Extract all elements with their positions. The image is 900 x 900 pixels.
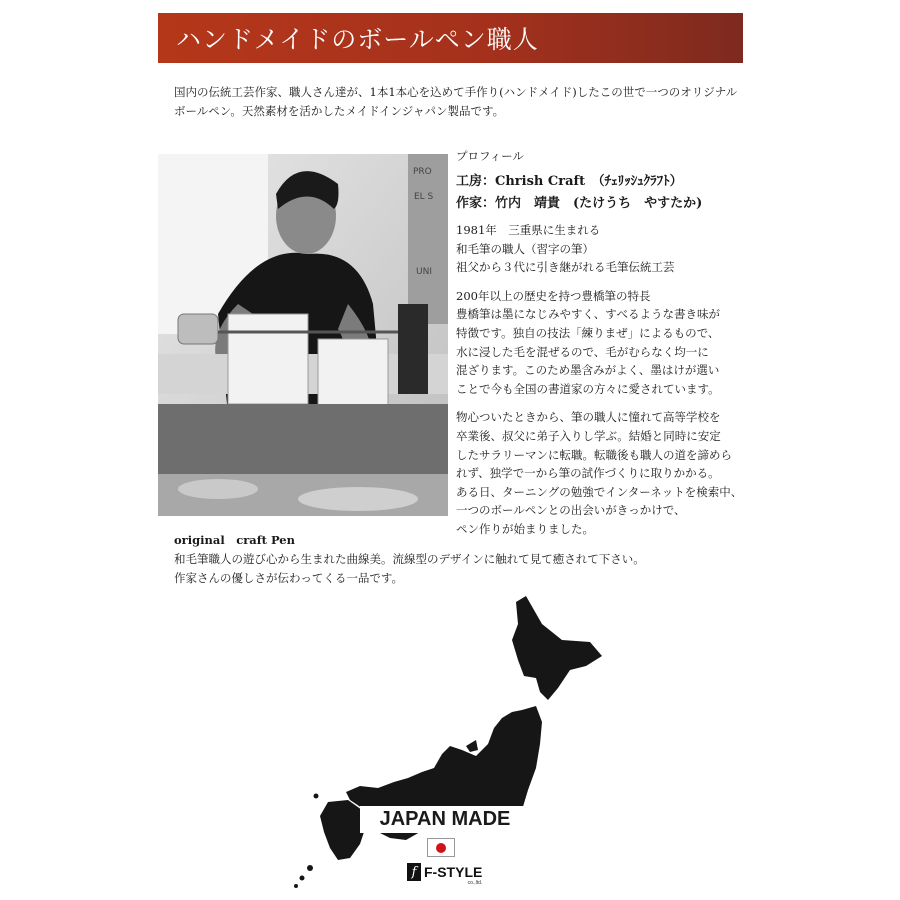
profile-line: 200年以上の歴史を持つ豊橋筆の特長: [456, 288, 651, 303]
craft-line-1: 和毛筆職人の遊び心から生まれた曲線美。流線型のデザインに触れて見て癒されて下さい。: [174, 552, 645, 566]
profile-line: 特徴です。独自の技法「練りまぜ」によるもので、: [456, 325, 720, 340]
profile-workshop: 工房：Chrish Craft （ﾁｪﾘｯｼｭｸﾗﾌﾄ）: [456, 174, 683, 189]
profile-artist: 作家：竹内 靖貴 (たけうち やすたか): [456, 196, 703, 211]
profile-block-story: [456, 408, 746, 538]
fstyle-logo-sub: co.,ltd.: [467, 880, 483, 886]
craft-pen-section: [174, 531, 744, 588]
japan-made-label: JAPAN MADE: [360, 806, 530, 833]
profile-line: 和毛筆の職人（習字の筆）: [456, 241, 594, 256]
profile-section: [456, 148, 746, 539]
title-banner: [158, 13, 743, 63]
fstyle-logo-text: F-STYLE: [424, 864, 483, 880]
profile-line: ことで今も全国の書道家の方々に愛されています。: [456, 381, 720, 396]
profile-line: 一つのボールペンとの出会いがきっかけで、: [456, 503, 686, 518]
profile-line: したサラリーマンに転職。転職後も職人の道を諦めら: [456, 447, 732, 462]
svg-text:PRO: PRO: [413, 167, 432, 177]
svg-text:EL S: EL S: [414, 192, 434, 202]
craft-line-2: 作家さんの優しさが伝わってくる一品です。: [174, 571, 403, 585]
japan-flag-icon: [427, 838, 455, 857]
profile-line: 豊橋筆は墨になじみやすく、すべるような書き味が: [456, 307, 721, 322]
profile-line: 物心ついたときから、筆の職人に憧れて高等学校を: [456, 410, 721, 425]
fstyle-logo: [403, 862, 486, 886]
craftsman-photo: [158, 154, 448, 516]
profile-line: 祖父から３代に引き継がれる毛筆伝統工芸: [456, 260, 675, 275]
profile-block-history: [456, 287, 746, 399]
profile-line: れず、独学で一から筆の試作づくりに取りかかる。: [456, 466, 720, 481]
profile-line: ペン作りが始まりました。: [456, 521, 594, 536]
profile-line: ある日、ターニングの勉強でインターネットを検索中、: [456, 484, 743, 499]
intro-line-2: ボールペン。天然素材を活かしたメイドインジャパン製品です。: [174, 104, 505, 118]
profile-line: 卒業後、叔父に弟子入りし学ぶ。結婚と同時に安定: [456, 428, 721, 443]
profile-line: 1981年 三重県に生まれる: [456, 223, 601, 237]
craft-title: original craft Pen: [174, 533, 295, 547]
intro-text: [174, 83, 739, 121]
japan-map-icon: [290, 596, 620, 892]
craftsman-photo-image: [158, 154, 448, 516]
intro-line-1: 国内の伝統工芸作家、職人さん達が、1本1本心を込めて手作り(ハンドメイド)したこの世で一つのオリジナル: [174, 85, 738, 99]
profile-heading: プロフィール: [456, 149, 524, 163]
profile-block-birth: [456, 221, 746, 277]
fstyle-logo-mark: f: [407, 863, 421, 881]
banner-title: ハンドメイドのボールペン職人: [176, 25, 539, 54]
svg-text:UNI: UNI: [416, 267, 432, 277]
profile-line: 混ざります。このため墨含みがよく、墨はけが選い: [456, 363, 720, 378]
profile-line: 水に浸した毛を混ぜるので、毛がむらなく均一に: [456, 344, 709, 359]
